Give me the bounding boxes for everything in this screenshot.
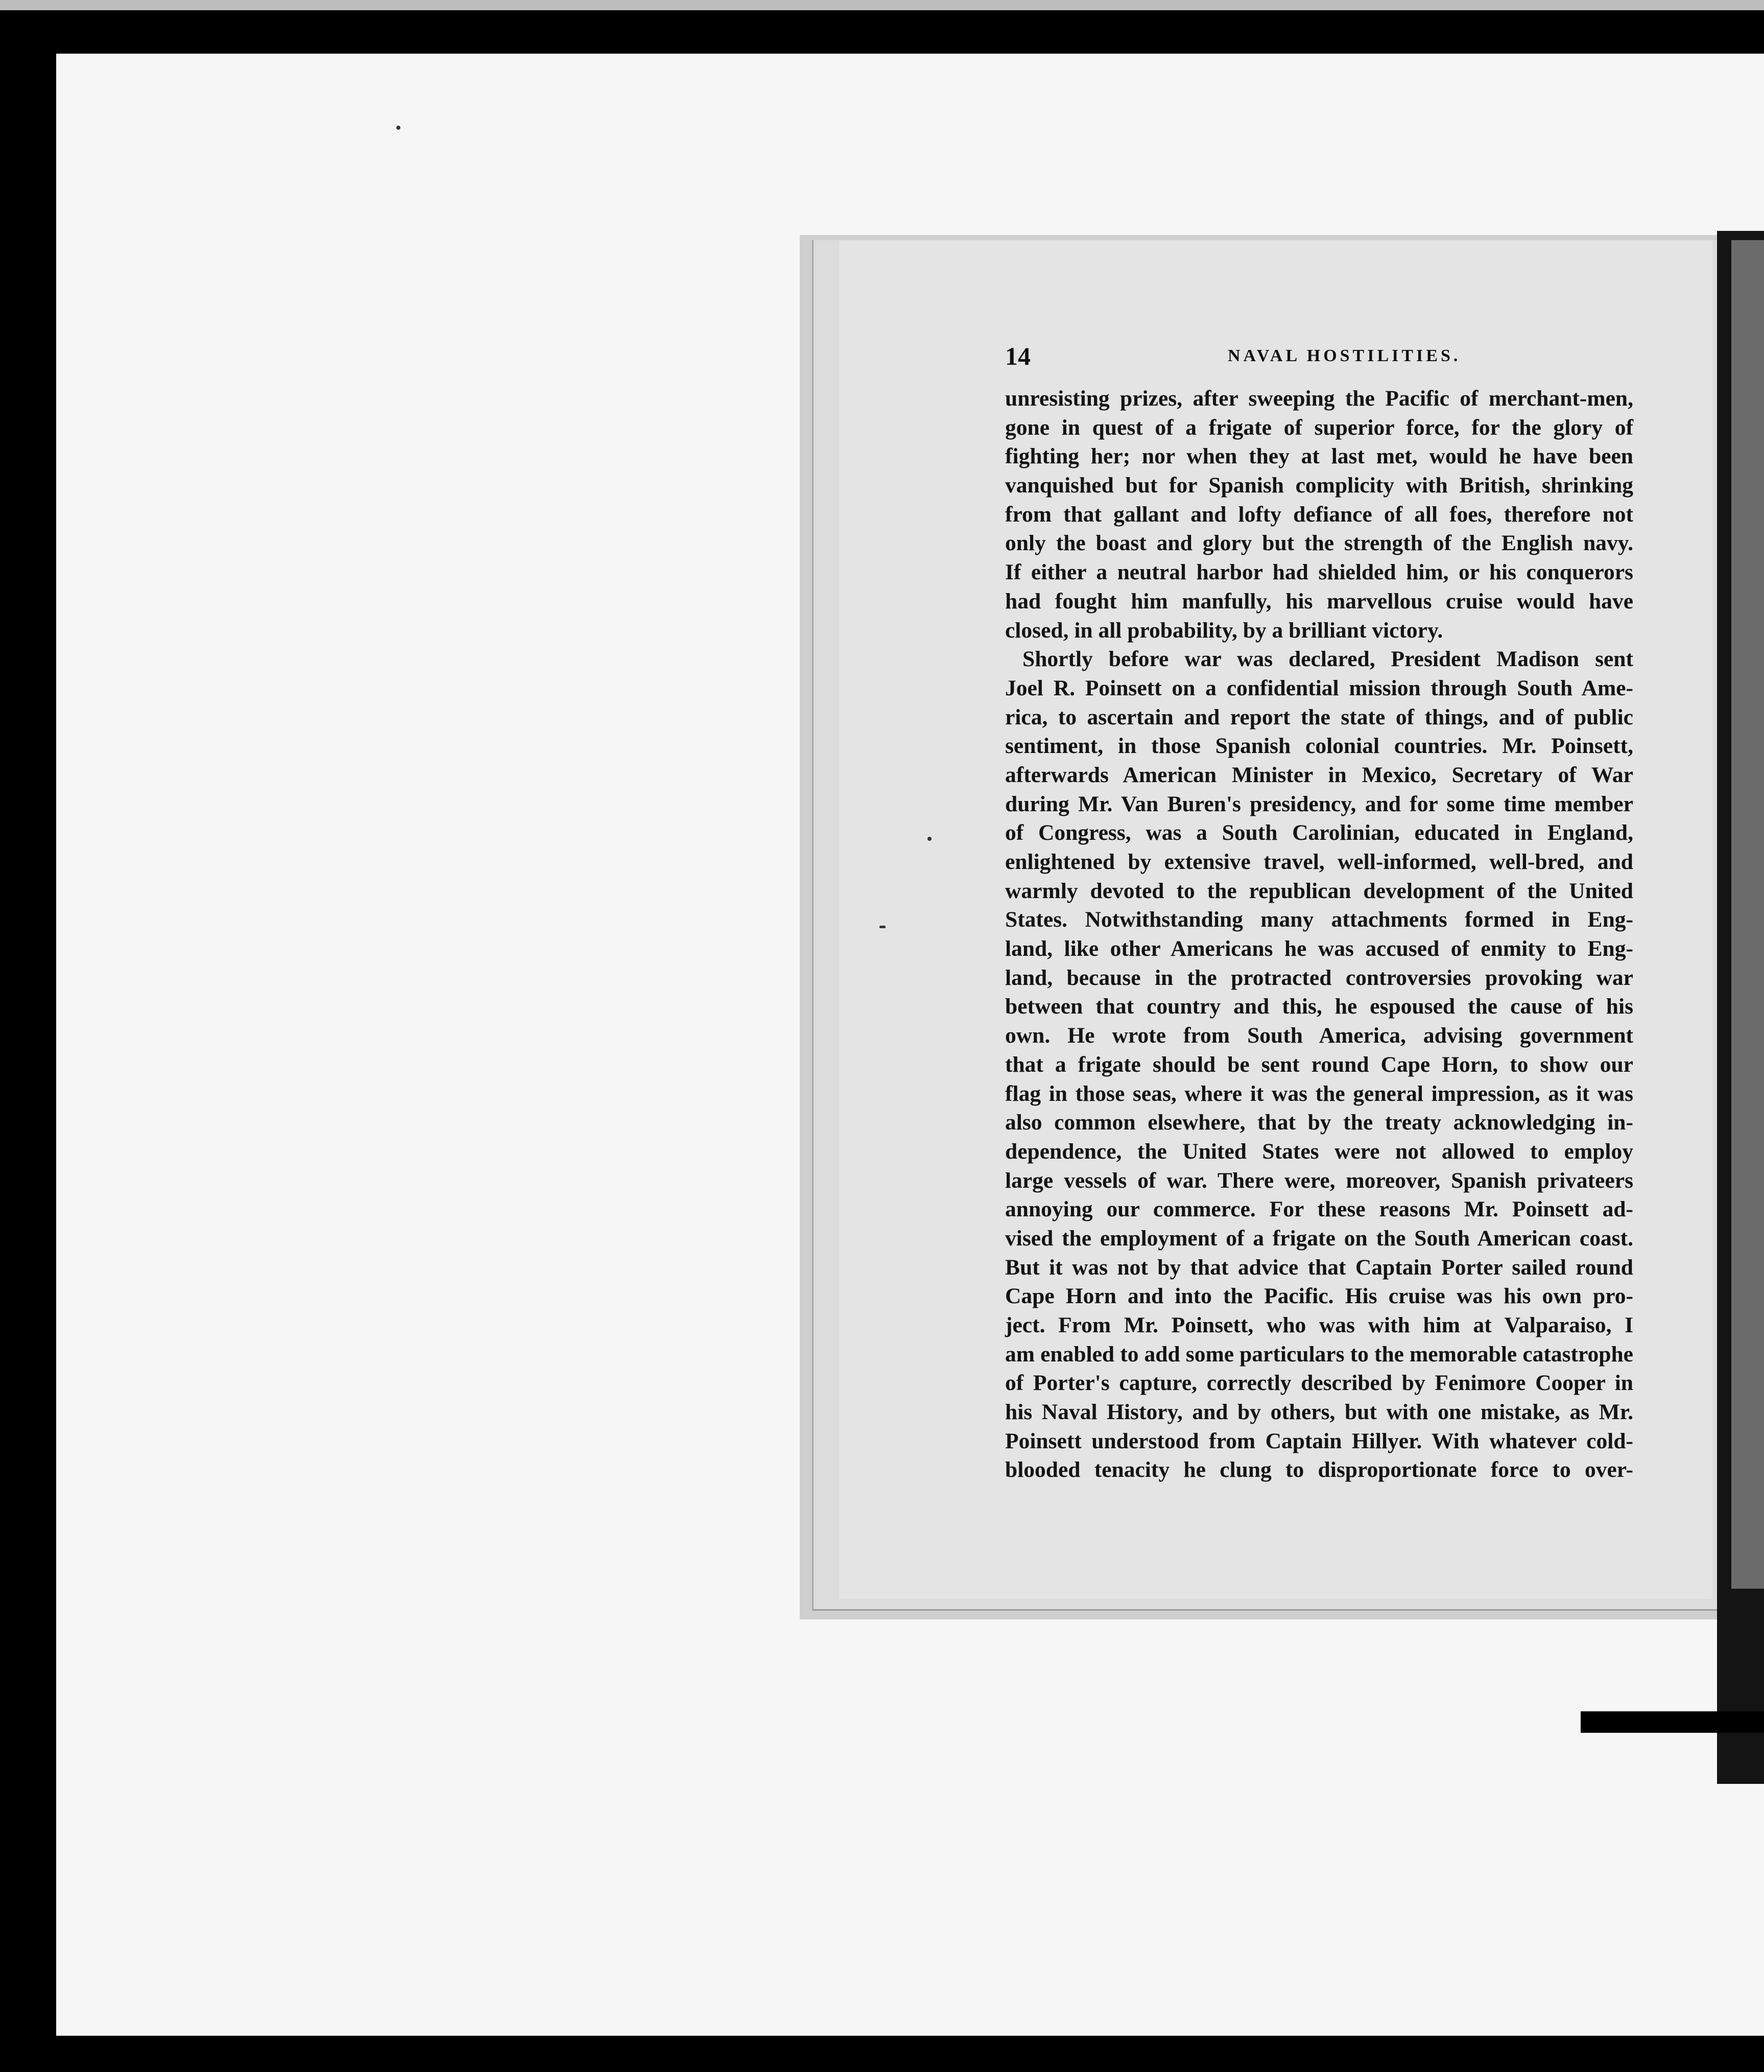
paragraph-1	[1005, 384, 1633, 645]
text-line: of Congress, was a South Carolinian, educated in England,	[1005, 820, 1633, 845]
text-line: of Porter's capture, correctly described by Fenimore Cooper in	[1005, 1371, 1633, 1396]
text-line: sentiment, in those Spanish colonial countries. Mr. Poinsett,	[1005, 734, 1633, 759]
paragraph-2	[1005, 645, 1633, 1485]
text-line: But it was not by that advice that Captain Porter sailed round	[1005, 1255, 1633, 1280]
page-number: 14	[1005, 342, 1031, 370]
text-line: Cape Horn and into the Pacific. His cruise was his own pro-	[1005, 1284, 1633, 1309]
text-line: warmly devoted to the republican development of the United	[1005, 878, 1633, 903]
text-line: vised the employment of a frigate on the South American coast.	[1005, 1226, 1633, 1251]
running-head-title: NAVAL HOSTILITIES.	[1228, 346, 1461, 365]
binding-bottom-bar	[1581, 1711, 1764, 1733]
text-line: his Naval History, and by others, but with one mistake, as Mr.	[1005, 1400, 1633, 1425]
text-line: between that country and this, he espoused the cause of his	[1005, 994, 1633, 1019]
text-line: closed, in all probability, by a brilliant victory.	[1005, 618, 1443, 643]
text-line: rica, to ascertain and report the state of things, and of public	[1005, 704, 1633, 729]
scan-speck	[879, 926, 886, 928]
running-head	[1005, 341, 1624, 372]
text-line: flag in those seas, where it was the general impression, as it was	[1005, 1081, 1633, 1106]
text-line: land, like other Americans he was accused of enmity to Eng-	[1005, 936, 1633, 961]
text-line: Shortly before war was declared, President Madison sent	[1022, 647, 1633, 672]
text-line: If either a neutral harbor had shielded him, or his conquerors	[1005, 560, 1633, 585]
text-line: afterwards American Minister in Mexico, Secretary of War	[1005, 762, 1633, 787]
text-line: dependence, the United States were not allowed to employ	[1005, 1139, 1633, 1164]
text-line: unresisting prizes, after sweeping the Pacific of merchant-men,	[1005, 386, 1633, 411]
text-line: States. Notwithstanding many attachments formed in Eng-	[1005, 907, 1633, 932]
scan-speck	[396, 126, 400, 130]
text-line: am enabled to add some particulars to the memorable catastrophe	[1005, 1341, 1633, 1367]
scan-speck	[927, 837, 932, 841]
text-line: enlightened by extensive travel, well-informed, well-bred, and	[1005, 850, 1633, 874]
adjacent-frame-strip	[0, 0, 1764, 10]
text-line: also common elsewhere, that by the treaty acknowledging in-	[1005, 1110, 1633, 1135]
text-line: annoying our commerce. For these reasons Mr. Poinsett ad-	[1005, 1197, 1633, 1222]
binding-edge	[1731, 240, 1764, 1589]
text-line: fighting her; nor when they at last met, would he have been	[1005, 444, 1633, 469]
text-line: from that gallant and lofty defiance of all foes, therefore not	[1005, 502, 1633, 527]
text-line: land, because in the protracted controversies provoking war	[1005, 965, 1633, 990]
text-line: that a frigate should be sent round Cape Horn, to show our	[1005, 1052, 1633, 1077]
text-line: during Mr. Van Buren's presidency, and for some time member	[1005, 791, 1633, 816]
text-line: large vessels of war. There were, moreover, Spanish privateers	[1005, 1168, 1633, 1193]
text-line: only the boast and glory but the strength of the English navy.	[1005, 531, 1633, 556]
body-text	[1005, 384, 1633, 1485]
text-line: ject. From Mr. Poinsett, who was with him at Valparaiso, I	[1005, 1313, 1633, 1337]
text-line: Poinsett understood from Captain Hillyer. With whatever cold-	[1005, 1428, 1633, 1453]
text-line: gone in quest of a frigate of superior force, for the glory of	[1005, 415, 1633, 440]
text-line: had fought him manfully, his marvellous cruise would have	[1005, 588, 1633, 614]
text-line: own. He wrote from South America, advising government	[1005, 1023, 1633, 1048]
text-line: vanquished but for Spanish complicity with British, shrinking	[1005, 473, 1633, 498]
text-line: blooded tenacity he clung to disproportionate force to over-	[1005, 1457, 1633, 1482]
text-line: Joel R. Poinsett on a confidential mission through South Ame-	[1005, 675, 1633, 700]
